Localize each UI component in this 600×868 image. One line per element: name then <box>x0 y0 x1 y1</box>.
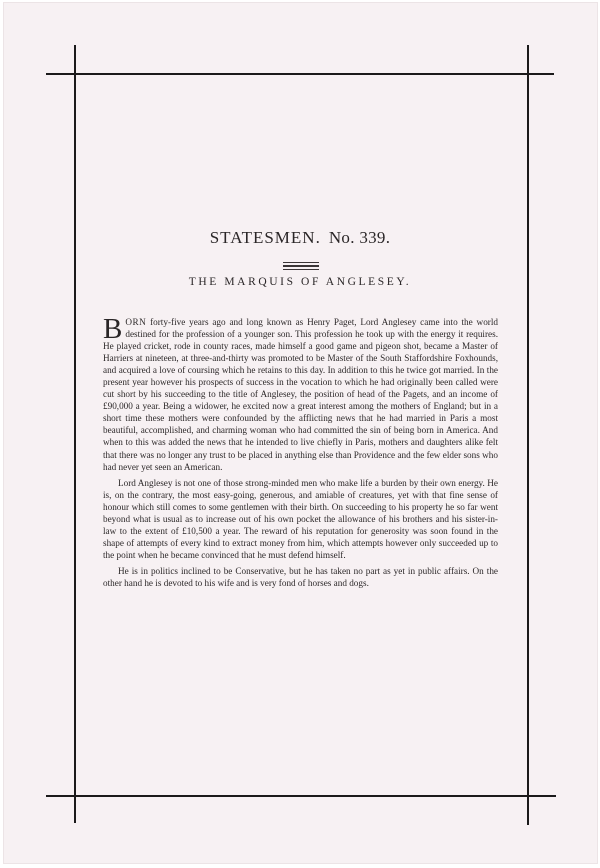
paragraph-1 <box>103 313 498 473</box>
heading-number: No. 339. <box>328 228 391 247</box>
right-border-rule <box>527 45 529 825</box>
paragraph-1-text: forty-five years ago and long known as Henry Paget, Lord Anglesey came into the world destined for the profession of a younger son. This profession he took up with the energy it requires. He played cricket, rode in county races, made himself a good game and pigeon shot, became a Master of Harriers at nineteen, at three-and-thirty was promoted to be Master of the South Staffordshire Foxhounds, and acquired a love of coursing which he retains to this day. In addition to this he twice got married. In the present year however his prospects of success in the vocation to which he had originally been called were cut short by his succeeding to the title of Anglesey, the position of head of the Pagets, and an income of £90,000 a year. Being a widower, he excited now a great interest among the mothers of England; but in a short time these mothers were confounded by the afflicting news that he had married in Paris a most beautiful, accomplished, and charming woman who had committed the sin of being born in America. And when to this was added the news that he intended to live chiefly in Paris, mothers and daughters alike felt that there was no longer any trust to be placed in anything else than Providence and the few elder sons who had never yet seen an American. <box>103 317 498 472</box>
top-border-rule <box>46 73 554 75</box>
lead-word: ORN <box>125 317 147 327</box>
article-subtitle: THE MARQUIS OF ANGLESEY. <box>188 276 412 288</box>
drop-cap: B <box>103 313 123 345</box>
page-heading <box>0 228 600 248</box>
title-ornament <box>283 262 319 272</box>
article-body <box>103 313 498 593</box>
left-border-rule <box>74 45 76 823</box>
bottom-border-rule <box>46 795 556 797</box>
paragraph-2: Lord Anglesey is not one of those strong-minded men who make life a burden by their own energy. He is, on the contrary, the most easy-going, generous, and amiable of creatures, yet with that fine sense of honour which still comes to some gentlemen with their birth. On succeeding to his property he so far went beyond what is usual as to increase out of his own pocket the allowance of his brothers and his sister-in-law to the extent of £10,500 a year. The reward of his reputation for generosity was soon found in the shape of attempts of every kind to extract money from him, which attempts however only succeeded up to the point when he became convinced that he must defend himself. <box>103 477 498 560</box>
heading-title: STATESMEN. <box>209 228 321 247</box>
paragraph-3: He is in politics inclined to be Conservative, but he has taken no part as yet in public affairs. On the other hand he is devoted to his wife and is very fond of horses and dogs. <box>103 565 498 588</box>
